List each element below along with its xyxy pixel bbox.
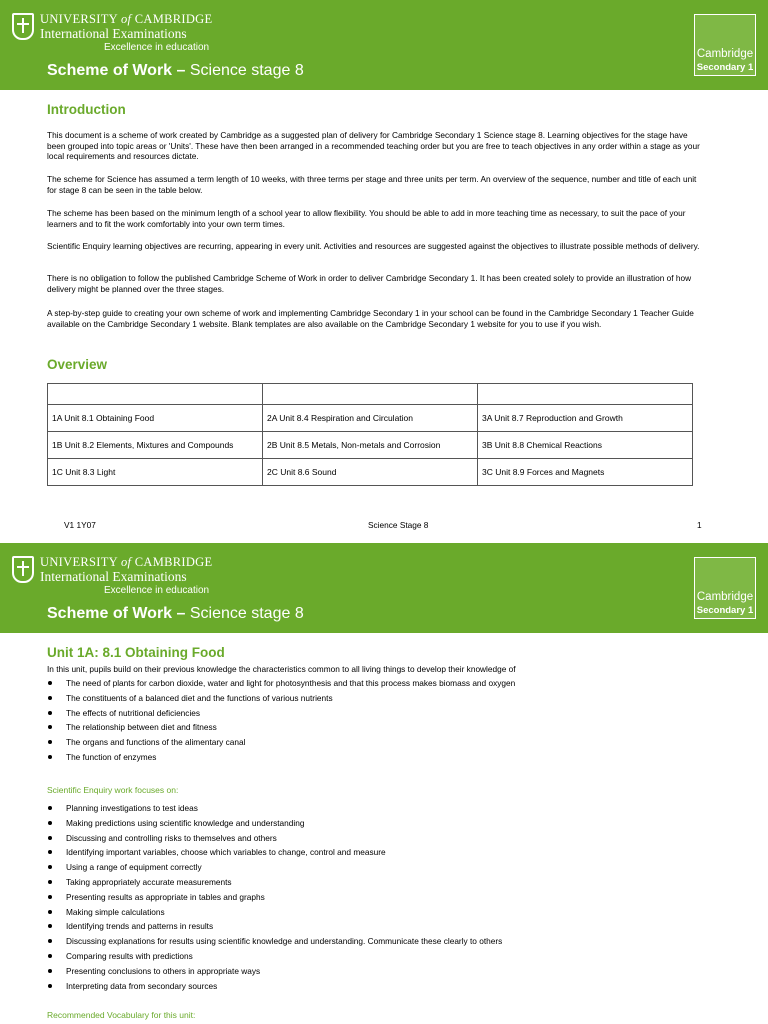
logo-university-line: UNIVERSITY of CAMBRIDGE [40,12,213,26]
list-item: Identifying important variables, choose which variables to change, control and measure [47,846,502,861]
footer-page-number: 1 [697,520,702,530]
table-cell: 2C Unit 8.6 Sound [263,459,478,486]
logo-tagline: Excellence in education [104,585,210,596]
list-item: The effects of nutritional deficiencies [47,707,515,722]
overview-table [47,383,693,486]
introduction-heading: Introduction [47,102,126,117]
intro-paragraph-5: There is no obligation to follow the published Cambridge Scheme of Work in order to deliver Cambridge Secondary 1. It has been created solely to provide an illustration of how delivery might be planned over the three stages. [47,273,692,294]
unit-topics-list [47,677,515,766]
table-header-row [48,384,693,405]
list-item: The relationship between diet and fitness [47,721,515,736]
unit-intro-text: In this unit, pupils build on their previous knowledge the characteristics common to all living things to develop their knowledge of [47,664,516,674]
intro-paragraph-6: A step-by-step guide to creating your own scheme of work and implementing Cambridge Secondary 1 in your school can be found in the Cambridge Secondary 1 Teacher Guide available on the Cambridge Secondary 1 website. Blank templates are also available on the Cambridge Secondary 1 website for you to use if you wish. [47,308,694,329]
page1-header-band [0,0,768,90]
cambridge-secondary-badge: Cambridge Secondary 1 [694,14,756,76]
list-item: The need of plants for carbon dioxide, water and light for photosynthesis and that this process makes biomass and oxygen [47,677,515,692]
unit-heading: Unit 1A: 8.1 Obtaining Food [47,645,225,660]
table-cell: 3B Unit 8.8 Chemical Reactions [478,432,693,459]
table-cell: 3C Unit 8.9 Forces and Magnets [478,459,693,486]
table-row [48,405,693,432]
list-item: The constituents of a balanced diet and the functions of various nutrients [47,692,515,707]
page2-header-band [0,543,768,633]
list-item: Planning investigations to test ideas [47,802,502,817]
footer-version: V1 1Y07 [64,520,96,530]
crest-icon [12,13,34,40]
logo-international-line: International Examinations [40,569,187,584]
list-item: Interpreting data from secondary sources [47,980,502,995]
list-item: Making simple calculations [47,906,502,921]
vocabulary-subheading: Recommended Vocabulary for this unit: [47,1010,196,1020]
page-title: Scheme of Work – Science stage 8 [47,605,304,622]
table-cell: 2A Unit 8.4 Respiration and Circulation [263,405,478,432]
table-cell: 3A Unit 8.7 Reproduction and Growth [478,405,693,432]
cambridge-secondary-badge: Cambridge Secondary 1 [694,557,756,619]
list-item: Identifying trends and patterns in results [47,920,502,935]
list-item: The function of enzymes [47,751,515,766]
intro-paragraph-3: The scheme has been based on the minimum length of a school year to allow flexibility. You should be able to add in more teaching time as necessary, to suit the pace of your learners and to fit the work comfortably into your own term times. [47,208,686,229]
overview-heading: Overview [47,357,108,372]
list-item: Using a range of equipment correctly [47,861,502,876]
intro-paragraph-1: This document is a scheme of work created by Cambridge as a suggested plan of delivery for Cambridge Secondary 1 Science stage 8. Learning objectives for the stage have been grouped into topic areas or 'Units'. These have then been arranged in a recommended teaching order but you are free to teach objectives in any order within a stage as your local requirements and resources dictate. [47,130,700,162]
table-cell: 1B Unit 8.2 Elements, Mixtures and Compounds [48,432,263,459]
logo-international-line: International Examinations [40,26,187,41]
list-item: Taking appropriately accurate measurements [47,876,502,891]
list-item: Discussing explanations for results using scientific knowledge and understanding. Communicate these clearly to others [47,935,502,950]
page-title: Scheme of Work – Science stage 8 [47,62,304,79]
logo-tagline: Excellence in education [104,42,210,53]
enquiry-list [47,802,502,994]
crest-icon [12,556,34,583]
table-cell: 1A Unit 8.1 Obtaining Food [48,405,263,432]
logo-university-line: UNIVERSITY of CAMBRIDGE [40,555,213,569]
table-cell: 2B Unit 8.5 Metals, Non-metals and Corrosion [263,432,478,459]
list-item: Making predictions using scientific knowledge and understanding [47,817,502,832]
footer-title: Science Stage 8 [368,520,429,530]
list-item: Presenting conclusions to others in appropriate ways [47,965,502,980]
intro-paragraph-4: Scientific Enquiry learning objectives are recurring, appearing in every unit. Activities and resources are suggested against the objectives to illustrate possible methods of delivery. [47,241,700,251]
table-row [48,459,693,486]
list-item: Presenting results as appropriate in tables and graphs [47,891,502,906]
table-cell: 1C Unit 8.3 Light [48,459,263,486]
list-item: Discussing and controlling risks to themselves and others [47,832,502,847]
enquiry-subheading: Scientific Enquiry work focuses on: [47,785,179,795]
list-item: Comparing results with predictions [47,950,502,965]
list-item: The organs and functions of the alimentary canal [47,736,515,751]
intro-paragraph-2: The scheme for Science has assumed a term length of 10 weeks, with three terms per stage and three units per term. An overview of the sequence, number and title of each unit for stage 8 can be seen in the table below. [47,174,697,195]
table-row [48,432,693,459]
